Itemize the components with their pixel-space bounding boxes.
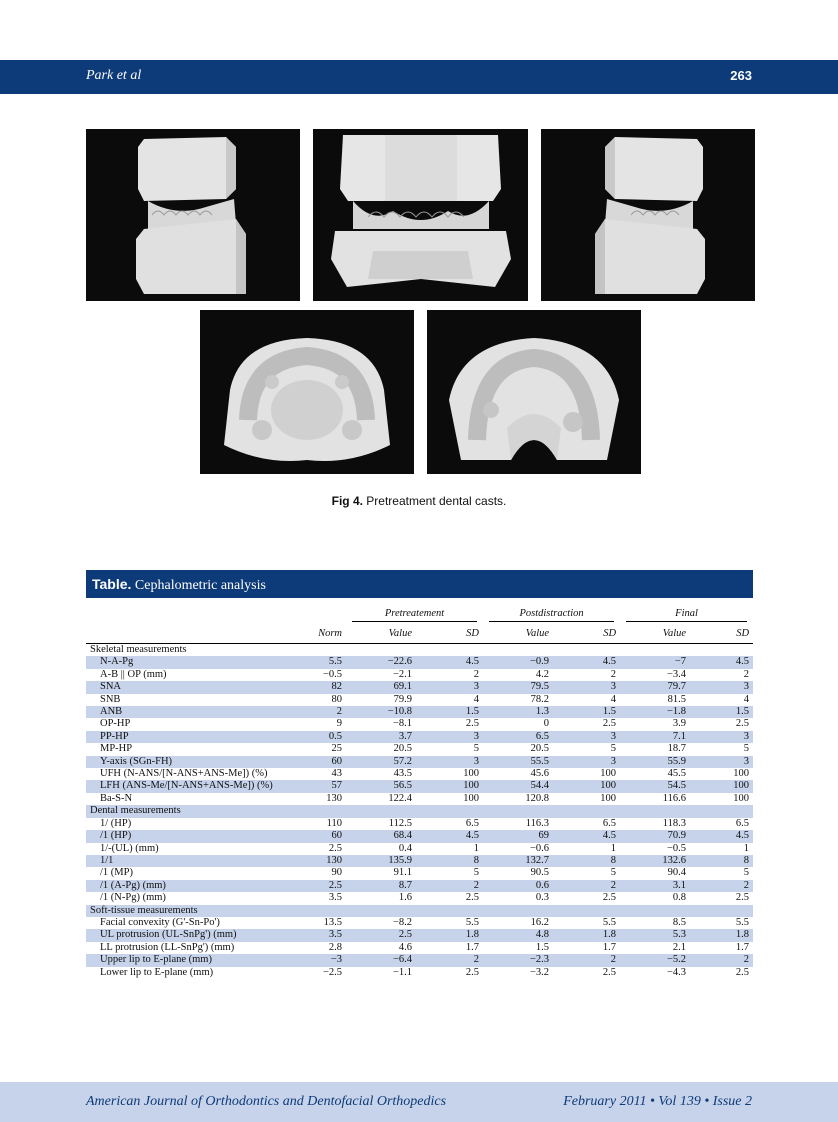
row-label: /1 (HP) (86, 830, 291, 842)
row-label: Facial convexity (G'-Sn-Po') (100, 916, 220, 928)
table-cell: 0.4 (398, 842, 412, 854)
table-cell: 118.3 (662, 817, 687, 829)
table-cell: 100 (600, 792, 617, 804)
table-cell: 1.3 (483, 706, 553, 718)
table-row (86, 756, 753, 768)
table-cell: 100 (600, 768, 617, 780)
row-label: LFH (ANS-Me/[N-ANS+ANS-Me]) (%) (86, 780, 291, 792)
column-header: Value (346, 622, 416, 644)
table-cell: 90.4 (667, 867, 687, 879)
table-cell: 3.5 (291, 929, 346, 941)
figure-caption (0, 494, 838, 508)
table-cell: 2.5 (465, 892, 480, 904)
table-cell: 100 (733, 792, 750, 804)
table-cell: 91.1 (393, 867, 412, 879)
table-cell: 69 (483, 830, 553, 842)
table-cell: 0 (543, 718, 550, 730)
table-cell: 6.5 (735, 817, 750, 829)
table-cell: 2.8 (328, 941, 342, 953)
column-header: SD (416, 622, 483, 644)
table-cell: 78.2 (530, 693, 550, 705)
table-row (86, 942, 753, 954)
table-cell: 5.5 (291, 656, 346, 668)
table-cell: 2 (416, 954, 483, 966)
table-row (86, 818, 753, 830)
table-cell: −0.6 (529, 842, 550, 854)
table-cell: 0.8 (672, 892, 687, 904)
table-cell: 55.9 (620, 756, 690, 768)
table-cell: 2.5 (465, 718, 480, 730)
table-cell: 135.9 (346, 855, 416, 867)
cast-photo-frontal (313, 129, 528, 301)
table-cell: 100 (416, 780, 483, 792)
table-cell: 1.7 (735, 941, 750, 953)
table-cell: 4.6 (398, 941, 412, 953)
journal-issue: February 2011 • Vol 139 • Issue 2 (563, 1094, 752, 1109)
row-label: Lower lip to E-plane (mm) (100, 966, 214, 978)
table-cell: 8.7 (346, 880, 416, 892)
table-cell: 6.5 (483, 731, 553, 743)
table-cell: −3.2 (529, 966, 550, 978)
table-row (86, 743, 753, 755)
table-cell: 4.5 (416, 830, 483, 842)
table-row (86, 855, 753, 867)
table-cell: −7 (620, 656, 690, 668)
data-table (86, 598, 753, 979)
table-cell: 3 (690, 731, 753, 743)
table-cell: 2 (743, 668, 750, 680)
table-cell: 5 (743, 743, 750, 755)
column-header: Norm (291, 622, 346, 644)
table-cell: 82 (291, 681, 346, 693)
table-row (86, 718, 753, 730)
table-cell: 43 (331, 768, 342, 780)
table-cell: 43.5 (393, 768, 412, 780)
table-cell: 54.5 (620, 780, 690, 792)
table-cell: 79.7 (620, 681, 690, 693)
table-cell: 1.7 (602, 941, 617, 953)
row-label: SNB (100, 693, 121, 705)
table-row (86, 706, 753, 718)
table-cell: 1.8 (690, 929, 753, 941)
table-title (86, 570, 753, 598)
table-body (86, 644, 753, 979)
table-cell: −8.1 (392, 718, 412, 730)
table-cell: 132.6 (620, 855, 690, 867)
table-row (86, 656, 753, 668)
row-label: LL protrusion (LL-SnPg') (mm) (100, 941, 235, 953)
table-cell: 5.5 (602, 916, 617, 928)
table-cell: 4 (473, 693, 480, 705)
table-cell: 1.8 (416, 929, 483, 941)
table-cell: 25 (331, 743, 342, 755)
group-header: Pretreatement (346, 598, 483, 622)
section-header-row (86, 805, 753, 817)
table-cell: 6.5 (602, 817, 617, 829)
table-cell: 4.8 (483, 929, 553, 941)
table-cell: −0.5 (322, 668, 342, 680)
row-label: 1/1 (86, 855, 291, 867)
cast-photo-maxillary-occlusal (200, 310, 414, 474)
table-cell: 132.7 (483, 855, 553, 867)
table-cell: −4.3 (666, 966, 687, 978)
table-cell: 2.5 (346, 929, 416, 941)
table-cell: 4.5 (553, 656, 620, 668)
table-cell: 2 (553, 954, 620, 966)
row-label: UL protrusion (UL-SnPg') (mm) (86, 929, 291, 941)
table-cell: 8 (690, 855, 753, 867)
table-cell: 3 (553, 756, 620, 768)
table-cell: 3 (416, 756, 483, 768)
column-header: Value (483, 622, 553, 644)
row-label: MP-HP (100, 743, 133, 755)
table-cell: 1.8 (553, 929, 620, 941)
row-label: OP-HP (100, 718, 131, 730)
table-cell: 5.3 (620, 929, 690, 941)
table-cell: 45.5 (667, 768, 687, 780)
table-cell: 68.4 (346, 830, 416, 842)
table-row (86, 830, 753, 842)
table-cell: 60 (291, 830, 346, 842)
column-header: SD (553, 622, 620, 644)
table-cell: 45.6 (530, 768, 550, 780)
row-label: PP-HP (86, 731, 291, 743)
table-cell: 3.9 (672, 718, 687, 730)
table-row (86, 867, 753, 879)
table-cell: 0.5 (291, 731, 346, 743)
table-cell: 2.5 (602, 718, 617, 730)
table-row (86, 967, 753, 979)
cast-photo-left-lateral (541, 129, 755, 301)
table-cell: 2.5 (735, 966, 750, 978)
table-cell: 0.3 (535, 892, 550, 904)
group-header: Final (620, 598, 753, 622)
table-title-label: Table. (92, 576, 132, 592)
table-cell: 90 (331, 867, 342, 879)
table-cell: 100 (690, 780, 753, 792)
table-cell: −10.8 (346, 706, 416, 718)
table-cell: −1.1 (392, 966, 412, 978)
table-row (86, 780, 753, 792)
row-label: /1 (MP) (100, 867, 133, 879)
table-cell: 8.5 (672, 916, 687, 928)
table-cell: 5 (743, 867, 750, 879)
table-cell: 112.5 (388, 817, 412, 829)
running-footer (0, 1082, 838, 1122)
table-cell: 20.5 (393, 743, 412, 755)
group-header: Postdistraction (483, 598, 620, 622)
table-cell: 1.5 (553, 706, 620, 718)
table-cell: 69.1 (346, 681, 416, 693)
row-label: Y-axis (SGn-FH) (86, 756, 291, 768)
table-cell: 80 (331, 693, 342, 705)
column-header: Value (620, 622, 690, 644)
running-header (0, 60, 838, 94)
row-label: Ba-S-N (100, 792, 133, 804)
table-cell: 1.5 (690, 706, 753, 718)
table-cell: 8 (416, 855, 483, 867)
table-cell: 70.9 (620, 830, 690, 842)
table-cell: 100 (463, 792, 480, 804)
cast-photo-mandibular-occlusal (427, 310, 641, 474)
table-cell: 1 (743, 842, 750, 854)
table-cell: 4.5 (553, 830, 620, 842)
table-row (86, 793, 753, 805)
table-cell: 110 (326, 817, 342, 829)
table-cell: 3.5 (328, 892, 342, 904)
table-cell: 79.5 (483, 681, 553, 693)
table-cell: −1.8 (620, 706, 690, 718)
section-header-row (86, 644, 753, 657)
table-cell: 57 (291, 780, 346, 792)
table-row (86, 843, 753, 855)
table-cell: 13.5 (323, 916, 342, 928)
page-number: 263 (730, 68, 752, 83)
table-cell: 16.2 (530, 916, 550, 928)
table-cell: 81.5 (667, 693, 687, 705)
row-label: A-B || OP (mm) (100, 668, 167, 680)
table-cell: 1 (610, 842, 617, 854)
table-cell: 4.5 (416, 656, 483, 668)
table-cell: 100 (733, 768, 750, 780)
table-cell: 5.5 (735, 916, 750, 928)
table-cell: −2.5 (322, 966, 342, 978)
section-title: Dental measurements (86, 805, 753, 817)
figure-label: Fig 4. (331, 494, 363, 508)
cephalometric-table (86, 570, 753, 979)
table-cell: 2 (610, 668, 617, 680)
table-row (86, 669, 753, 681)
row-label: /1 (N-Pg) (mm) (100, 892, 166, 904)
table-cell: 1 (473, 842, 480, 854)
table-cell: 130 (326, 792, 342, 804)
table-row (86, 731, 753, 743)
table-cell: 2 (690, 954, 753, 966)
row-label: N-A-Pg (86, 656, 291, 668)
table-cell: −2.3 (483, 954, 553, 966)
column-header: SD (690, 622, 753, 644)
table-row (86, 929, 753, 941)
table-cell: 2 (690, 880, 753, 892)
row-label: UFH (N-ANS/[N-ANS+ANS-Me]) (%) (100, 768, 268, 780)
table-cell: 55.5 (483, 756, 553, 768)
table-cell: 4.5 (690, 656, 753, 668)
table-cell: 2.5 (735, 892, 750, 904)
table-cell: 3 (553, 731, 620, 743)
table-cell: 4 (610, 693, 617, 705)
table-cell: 122.4 (388, 792, 412, 804)
row-label: /1 (A-Pg) (mm) (86, 880, 291, 892)
table-cell: 1.5 (535, 941, 550, 953)
table-cell: 116.6 (662, 792, 687, 804)
table-cell: 60 (291, 756, 346, 768)
column-header-row (86, 622, 753, 644)
table-cell: −3 (291, 954, 346, 966)
table-cell: 3.7 (346, 731, 416, 743)
table-cell: 2 (553, 880, 620, 892)
section-header-row (86, 905, 753, 917)
table-cell: 2 (416, 880, 483, 892)
table-row (86, 917, 753, 929)
table-cell: −8.2 (392, 916, 412, 928)
table-cell: 57.2 (346, 756, 416, 768)
table-cell: 130 (291, 855, 346, 867)
table-cell: 2.5 (735, 718, 750, 730)
table-cell: 5 (473, 743, 480, 755)
table-cell: 5 (473, 867, 480, 879)
table-cell: 120.8 (525, 792, 550, 804)
journal-name: American Journal of Orthodontics and Dentofacial Orthopedics (86, 1094, 447, 1109)
table-cell: 5 (610, 867, 617, 879)
table-cell: 90.5 (530, 867, 550, 879)
table-cell: −22.6 (346, 656, 416, 668)
table-cell: 79.9 (393, 693, 412, 705)
table-cell: −3.4 (666, 668, 687, 680)
table-cell: 2.1 (672, 941, 687, 953)
table-cell: 2 (473, 668, 480, 680)
table-cell: 20.5 (530, 743, 550, 755)
table-cell: 6.5 (465, 817, 480, 829)
table-row (86, 768, 753, 780)
table-cell: 5 (610, 743, 617, 755)
table-row (86, 892, 753, 904)
table-cell: 2.5 (602, 966, 617, 978)
table-cell: 7.1 (620, 731, 690, 743)
table-cell: 1.6 (398, 892, 412, 904)
table-row (86, 694, 753, 706)
table-cell: 1.7 (465, 941, 480, 953)
table-cell: 3 (690, 756, 753, 768)
section-title: Soft-tissue measurements (86, 905, 753, 917)
table-cell: −5.2 (620, 954, 690, 966)
table-cell: −6.4 (346, 954, 416, 966)
table-cell: 0.6 (483, 880, 553, 892)
table-cell: 4 (743, 693, 750, 705)
table-cell: 8 (553, 855, 620, 867)
cast-photo-right-lateral (86, 129, 300, 301)
figure-caption-text: Pretreatment dental casts. (366, 494, 507, 508)
table-cell: 100 (463, 768, 480, 780)
table-cell: 18.7 (667, 743, 687, 755)
table-title-text: Cephalometric analysis (134, 578, 266, 593)
table-cell: 56.5 (346, 780, 416, 792)
table-cell: −0.5 (666, 842, 687, 854)
table-cell: 2.5 (602, 892, 617, 904)
section-title: Skeletal measurements (90, 644, 187, 655)
row-label: Upper lip to E-plane (mm) (86, 954, 291, 966)
table-cell: 4.2 (535, 668, 550, 680)
table-cell: 3 (690, 681, 753, 693)
table-cell: 5.5 (465, 916, 480, 928)
table-cell: −2.1 (392, 668, 412, 680)
table-cell: 100 (553, 780, 620, 792)
row-label: 1/-(UL) (mm) (100, 842, 159, 854)
row-label: ANB (86, 706, 291, 718)
table-cell: 2 (291, 706, 346, 718)
table-cell: 2.5 (291, 880, 346, 892)
table-cell: 9 (336, 718, 342, 730)
table-cell: 54.4 (483, 780, 553, 792)
table-cell: 2.5 (465, 966, 480, 978)
table-cell: 4.5 (690, 830, 753, 842)
table-cell: −0.9 (483, 656, 553, 668)
table-row (86, 954, 753, 966)
table-cell: 3.1 (620, 880, 690, 892)
table-cell: 2.5 (328, 842, 342, 854)
group-header-row (86, 598, 753, 622)
table-cell: 1.5 (416, 706, 483, 718)
table-cell: 3 (553, 681, 620, 693)
header-author: Park et al (86, 68, 142, 83)
row-label: SNA (86, 681, 291, 693)
table-cell: 3 (416, 681, 483, 693)
table-row (86, 681, 753, 693)
table-cell: 3 (416, 731, 483, 743)
table-row (86, 880, 753, 892)
table-cell: 116.3 (525, 817, 550, 829)
row-label: 1/ (HP) (100, 817, 132, 829)
